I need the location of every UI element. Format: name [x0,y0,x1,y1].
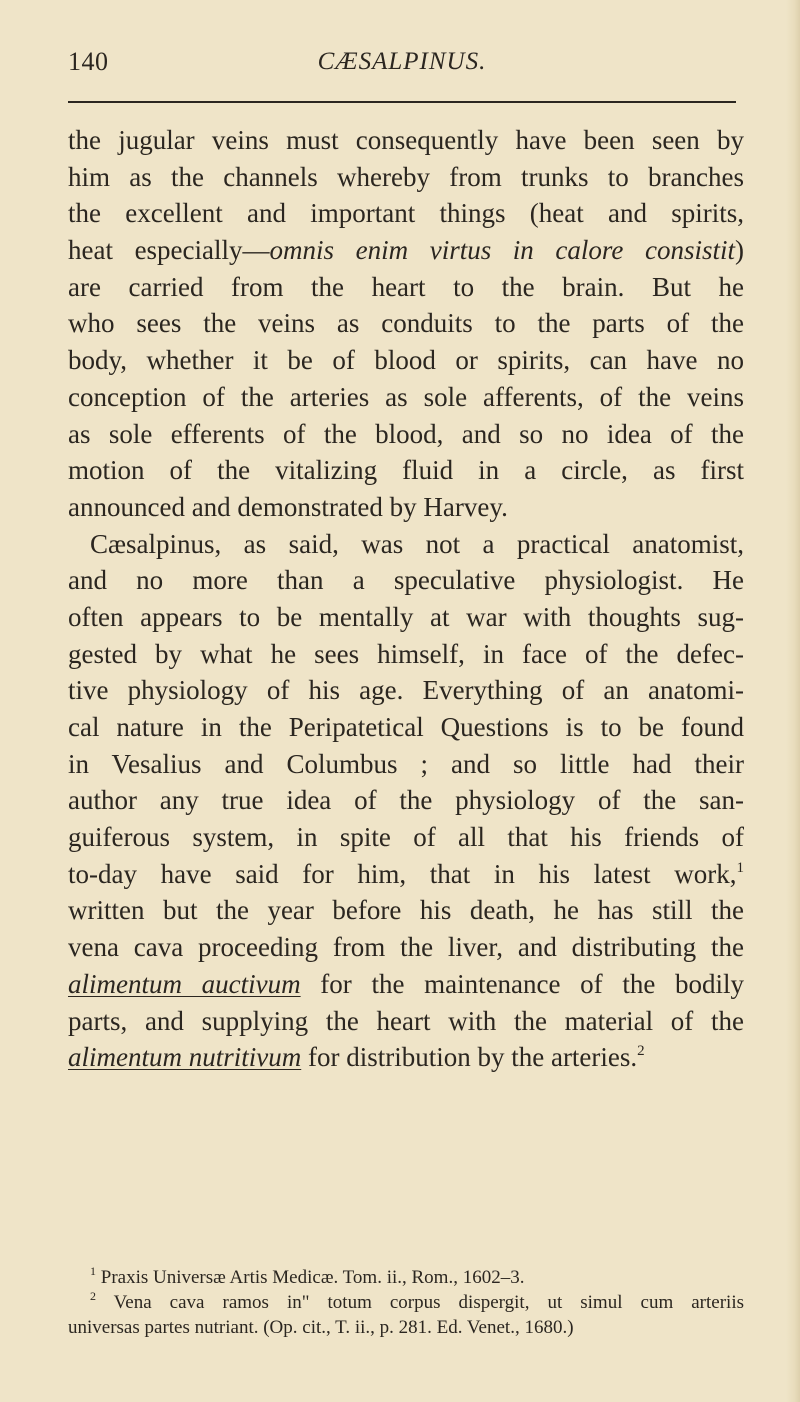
footnote-2-continued: universas partes nutriant. (Op. cit., T. ii., p. 281. Ed. Venet., 1680.) [68,1317,574,1338]
running-title: CÆSALPINUS. [317,48,487,75]
footnote-text: Praxis Universæ Artis Medicæ. Tom. ii., Rom., 1602–3. [96,1267,525,1288]
text-line-13: and no more than a speculative physiologist. He [68,565,744,596]
text-run: for the maintenance of the bodily [300,968,744,999]
text-line-11: announced and demonstrated by Harvey. [68,491,508,522]
text-line-17: cal nature in the Peripatetical Questions is to be found [68,712,744,742]
text-run: to-day have said for him, that in his latest work, [68,858,737,889]
text-line-14: often appears to be mentally at war with thoughts sug- [68,601,744,632]
text-line-8: conception of the arteries as sole afferents, of the veins [68,381,744,412]
footnote-ref-1: 1 [736,859,744,876]
text-line-7: body, whether it be of blood or spirits, can have no [68,345,744,376]
footnotes [68,1265,744,1340]
footnote-ref-2: 2 [637,1043,645,1060]
text-line-9: as sole efferents of the blood, and so no idea of the [68,418,744,449]
text-line-5: are carried from the heart to the brain. But he [68,271,744,302]
text-line-4 [68,232,744,269]
text-line-16: tive physiology of his age. Everything of an anatomi- [68,675,744,706]
text-line-24 [68,966,744,1003]
footnote-1 [68,1265,744,1290]
latin-term: alimentum nutritivum [68,1042,302,1073]
text-line-12: Cæsalpinus, as said, was not a practical anatomist, [90,528,744,559]
text-line-2: him as the channels whereby from trunks to branches [68,161,744,192]
text-line-1: the jugular veins must consequently have been seen by [68,125,744,155]
text-line-15: gested by what he sees himself, in face of the defec- [68,638,744,669]
latin-term: alimentum auctivum [68,968,301,999]
text-line-3: the excellent and important things (heat and spirits, [68,198,744,229]
text-line-10: motion of the vitalizing fluid in a circle, as first [68,455,744,486]
body-text [68,122,744,1076]
text-line-6: who sees the veins as conduits to the parts of the [68,308,744,339]
text-line-19: author any true idea of the physiology of the san- [68,785,744,816]
header-rule [68,101,736,103]
footnote-number: 2 [90,1289,96,1303]
footnote-text: Vena cava ramos in" totum corpus dispergit, ut simul cum arteriis [96,1292,744,1313]
footnote-number: 1 [90,1264,96,1278]
text-run: for distribution by the arteries. [301,1042,638,1073]
page-edge-shadow [786,0,800,1402]
text-line-26 [68,1039,744,1076]
footnote-2 [68,1290,744,1315]
running-head [68,48,736,88]
text-line-20: guiferous system, in spite of all that his friends of [68,822,744,853]
text-line-25: parts, and supplying the heart with the material of the [68,1005,744,1036]
text-line-22: written but the year before his death, he has still the [68,895,744,926]
text-run: ) [734,235,744,266]
text-line-18: in Vesalius and Columbus ; and so little had their [68,748,744,779]
text-line-21 [68,856,744,893]
latin-quotation: omnis enim virtus in calore consistit [269,235,735,266]
text-run: heat especially— [68,235,270,266]
text-line-23: vena cava proceeding from the liver, and distributing the [68,932,744,963]
page-number: 140 [68,47,109,76]
